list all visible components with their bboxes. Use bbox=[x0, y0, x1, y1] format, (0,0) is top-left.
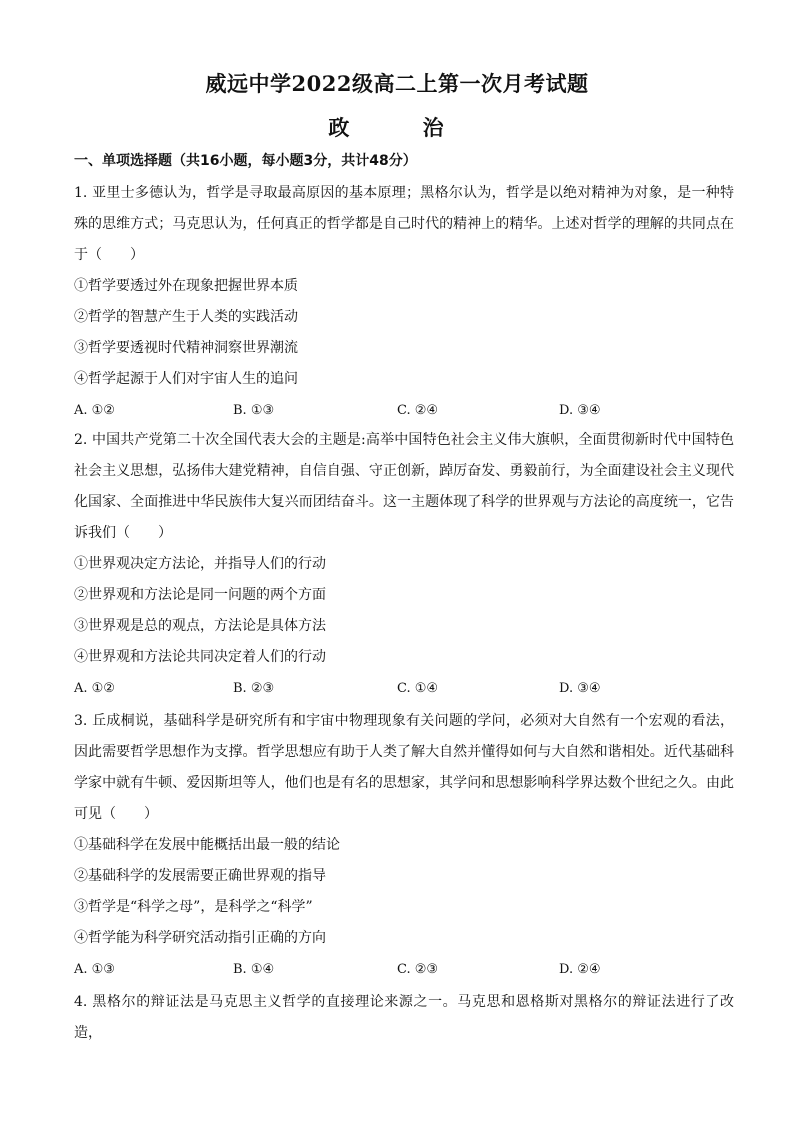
option-b: B. ②③ bbox=[233, 681, 275, 696]
statement-1: ①世界观决定方法论，并指导人们的行动 bbox=[74, 556, 326, 572]
exam-title: 威远中学2022级高二上第一次月考试题 bbox=[205, 71, 589, 96]
statement-3: ③哲学要透视时代精神洞察世界潮流 bbox=[74, 340, 298, 356]
option-c: C. ②④ bbox=[397, 403, 439, 418]
option-d: D. ③④ bbox=[559, 403, 601, 418]
answer-options bbox=[74, 395, 734, 426]
option-a: A. ①② bbox=[74, 403, 115, 418]
statement-2: ②哲学的智慧产生于人类的实践活动 bbox=[74, 309, 298, 325]
statement-4: ④哲学能为科学研究活动指引正确的方向 bbox=[74, 930, 326, 946]
question-2 bbox=[74, 425, 734, 704]
statement-4: ④世界观和方法论共同决定着人们的行动 bbox=[74, 649, 326, 665]
option-a: A. ①② bbox=[74, 681, 115, 696]
answer-options bbox=[74, 673, 734, 704]
statement-3: ③哲学是“科学之母”，是科学之“科学” bbox=[74, 899, 313, 915]
option-d: D. ③④ bbox=[559, 681, 601, 696]
statement-3: ③世界观是总的观点，方法论是具体方法 bbox=[74, 618, 326, 634]
option-a: A. ①③ bbox=[74, 962, 115, 977]
answer-options bbox=[74, 954, 734, 985]
question-stem: 1. 亚里士多德认为，哲学是寻取最高原因的基本原理；黑格尔认为，哲学是以绝对精神为对象，是一种特殊的思维方式；马克思认为，任何真正的哲学都是自己时代的精神上的精华。上述对哲学的理解的共同点在于（ ） bbox=[74, 185, 734, 263]
statement-1: ①基础科学在发展中能概括出最一般的结论 bbox=[74, 837, 340, 853]
question-stem: 3. 丘成桐说，基础科学是研究所有和宇宙中物理现象有关问题的学问，必须对大自然有一个宏观的看法，因此需要哲学思想作为支撑。哲学思想应有助于人类了解大自然并懂得如何与大自然和谐相处。近代基础科学家中就有牛顿、爱因斯坦等人，他们也是有名的思想家，其学问和思想影响科学界达数个世纪之久。由此可见（ ） bbox=[74, 713, 734, 822]
statement-1: ①哲学要透过外在现象把握世界本质 bbox=[74, 278, 298, 294]
question-1 bbox=[74, 178, 734, 426]
option-b: B. ①③ bbox=[233, 403, 275, 418]
option-c: C. ②③ bbox=[397, 962, 439, 977]
option-c: C. ①④ bbox=[397, 681, 439, 696]
statement-2: ②基础科学的发展需要正确世界观的指导 bbox=[74, 868, 326, 884]
option-b: B. ①④ bbox=[233, 962, 275, 977]
subject-title: 政 治 bbox=[328, 115, 466, 140]
option-d: D. ②④ bbox=[559, 962, 601, 977]
statement-2: ②世界观和方法论是同一问题的两个方面 bbox=[74, 587, 326, 603]
question-4 bbox=[74, 987, 734, 1049]
question-3 bbox=[74, 706, 734, 985]
statement-4: ④哲学起源于人们对宇宙人生的追问 bbox=[74, 371, 298, 387]
section-heading: 一、单项选择题（共16小题，每小题3分，共计48分） bbox=[74, 153, 417, 169]
question-stem: 4. 黑格尔的辩证法是马克思主义哲学的直接理论来源之一。马克思和恩格斯对黑格尔的辩证法进行了改造， bbox=[74, 994, 734, 1041]
question-stem: 2. 中国共产党第二十次全国代表大会的主题是:高举中国特色社会主义伟大旗帜，全面贯彻新时代中国特色社会主义思想，弘扬伟大建党精神，自信自强、守正创新，踔厉奋发、勇毅前行，为全面建设社会主义现代化国家、全面推进中华民族伟大复兴而团结奋斗。这一主题体现了科学的世界观与方法论的高度统一，它告诉我们（ ） bbox=[74, 432, 734, 541]
